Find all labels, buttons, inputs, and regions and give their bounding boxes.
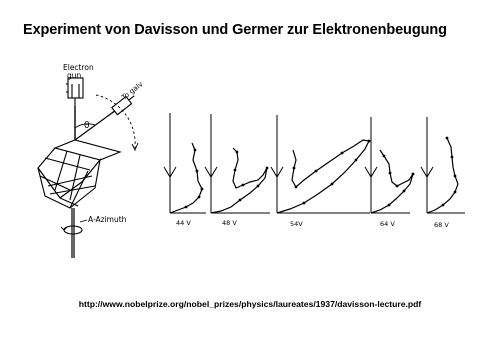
galv-label: To galv xyxy=(120,80,145,102)
polar-plot-48v xyxy=(205,114,270,213)
electron-gun xyxy=(66,78,83,106)
polar-plot-54v xyxy=(271,115,370,213)
voltage-label-54v: 54V xyxy=(290,220,303,228)
gun-label: gun xyxy=(67,71,82,80)
voltage-label-64v: 64 V xyxy=(380,220,395,228)
voltage-label-48v: 48 V xyxy=(222,219,237,227)
plot-data-points xyxy=(185,137,457,209)
electron-label: Electron xyxy=(63,63,94,72)
polar-plots xyxy=(164,113,465,213)
voltage-label-68v: 68 V xyxy=(434,221,449,229)
voltage-label-44v: 44 V xyxy=(176,219,191,227)
source-link[interactable]: http://www.nobelprize.org/nobel_prizes/physics/laureates/1937/davisson-lecture.pdf xyxy=(78,299,422,309)
nickel-crystal xyxy=(38,140,120,208)
theta-label: θ xyxy=(84,121,90,131)
polar-plot-64v xyxy=(365,117,413,213)
apparatus-sketch xyxy=(38,78,138,258)
polar-plot-68v xyxy=(421,117,465,213)
slide-title: Experiment von Davisson und Germer zur Elektronenbeugung xyxy=(23,22,447,38)
azimuth-label: A-Azimuth xyxy=(88,215,127,224)
